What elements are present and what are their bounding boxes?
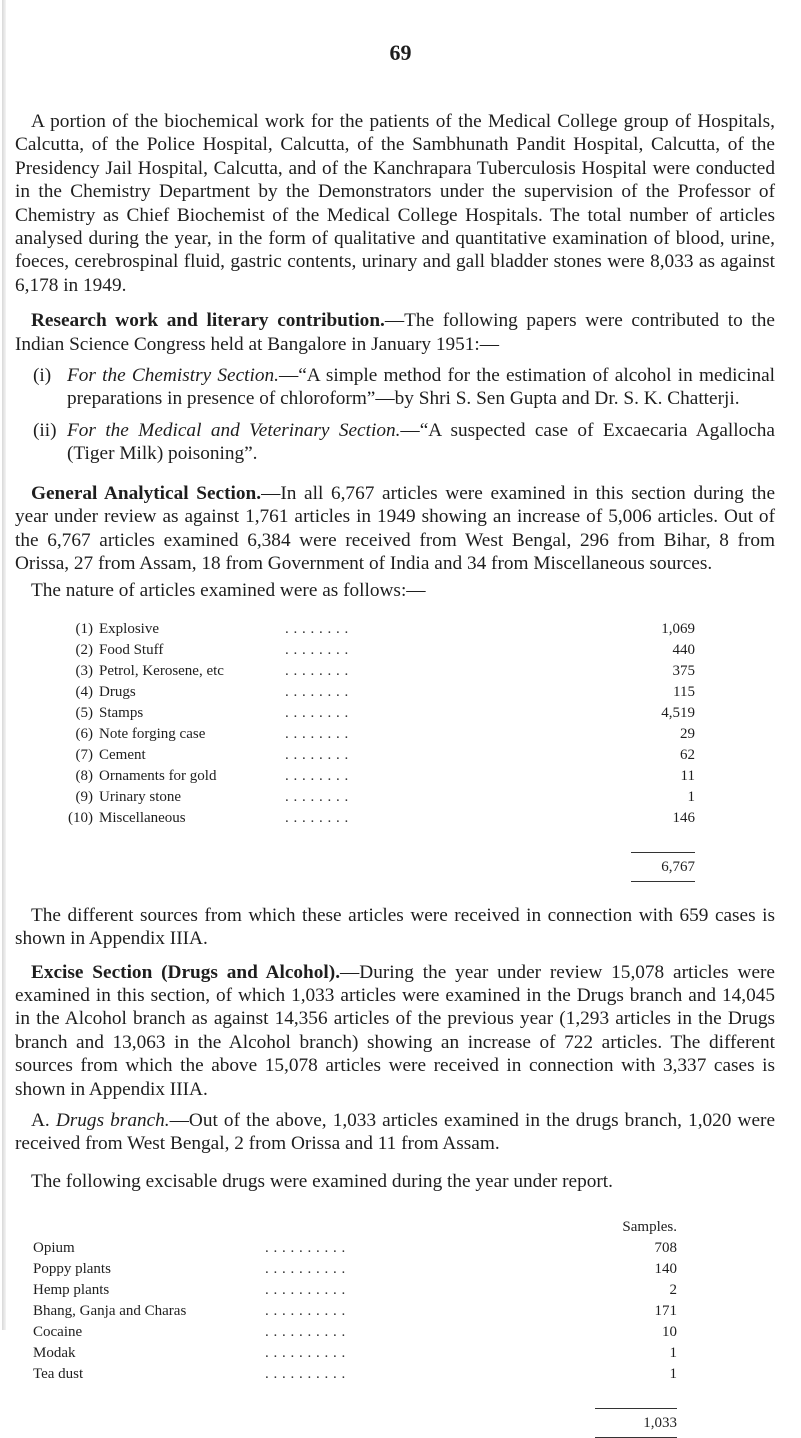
leader-dots: . . . . . . . . (285, 662, 349, 679)
row-value: 375 (672, 662, 695, 679)
spacer (265, 1387, 595, 1409)
leader-dots: . . . . . . . . (285, 683, 349, 700)
row-index: (4) (75, 683, 93, 700)
table-row (33, 1303, 677, 1324)
table-row (33, 1324, 677, 1345)
row-value: 1,069 (661, 620, 695, 637)
table-row (33, 1261, 677, 1282)
spacer (285, 831, 631, 853)
table-row (63, 642, 695, 663)
row-label: Tea dust (33, 1366, 84, 1383)
total-value: 1,033 (595, 1409, 677, 1438)
row-label: Opium (33, 1240, 75, 1257)
leader-dots: . . . . . . . . (285, 809, 349, 826)
row-label: Drugs (99, 683, 136, 700)
row-index: (2) (75, 641, 93, 658)
row-value: 1 (669, 1345, 677, 1362)
row-index: (9) (75, 788, 93, 805)
spacer (285, 852, 631, 881)
table-row (63, 768, 695, 789)
item-number: (i) (33, 365, 52, 387)
leader-dots: . . . . . . . . . . (265, 1303, 346, 1320)
row-value: 1 (687, 788, 695, 805)
row-value: 4,519 (661, 704, 695, 721)
row-label: Miscellaneous (99, 809, 186, 826)
row-value: 10 (662, 1324, 677, 1341)
general-paragraph (15, 482, 775, 576)
row-index: (6) (75, 725, 93, 742)
excise-paragraph (15, 961, 775, 1101)
row-label: Explosive (99, 620, 159, 637)
leader-dots: . . . . . . . . . . (265, 1261, 346, 1278)
page-number: 69 (389, 40, 412, 65)
drugs-prefix: A. (31, 1109, 50, 1131)
row-label: Modak (33, 1345, 76, 1362)
row-index: (3) (75, 662, 93, 679)
leader-dots: . . . . . . . . . . (265, 1324, 346, 1341)
research-item-1 (15, 364, 775, 411)
table-row (63, 663, 695, 684)
biochemical-paragraph: A portion of the biochemical work for the patients of the Medical College group of Hospitals, Calcutta, of the Police Hospital, Calcutta, of the Sambhunath Pandit Hospital, Calcutta, of the Presidency Jail Hospital, Calcutta, and of the Kanchrapara Tuberculosis Hospital were conducted in the Chemistry Department by the Demonstrators under the supervision of the Professor of Chemistry as Chief Biochemist of the Medical College Hospitals. The total number of articles analysed during the year, in the form of qualitative and quantitative examination of blood, urine, foeces, cerebrospinal fluid, gastric contents, urinary and gall bladder stones were 8,033 as against 6,178 in 1949. (15, 111, 775, 296)
row-label: Hemp plants (33, 1282, 110, 1299)
leader-dots: . . . . . . . . (285, 788, 349, 805)
research-text: —The following papers were contributed to the Indian Science Congress held at Bangalore in January 1951:— (15, 310, 775, 355)
spacer-row (63, 831, 695, 853)
row-index: (1) (75, 620, 93, 637)
spacer (265, 1219, 595, 1240)
table-row (33, 1240, 677, 1261)
table-row (33, 1345, 677, 1366)
leader-dots: . . . . . . . . . . (265, 1345, 346, 1362)
spacer (99, 852, 285, 881)
spacer (33, 1219, 265, 1240)
row-index: (10) (68, 809, 93, 826)
table-row (33, 1366, 677, 1387)
leader-dots: . . . . . . . . . . (265, 1282, 346, 1299)
drugs-heading: Drugs branch. (55, 1109, 170, 1131)
table-row (33, 1282, 677, 1303)
row-label: Stamps (99, 704, 144, 721)
row-value: 140 (654, 1261, 677, 1278)
table-row (63, 684, 695, 705)
leader-dots: . . . . . . . . . . (265, 1240, 346, 1257)
general-heading: General Analytical Section. (31, 482, 262, 504)
row-value: 29 (680, 725, 695, 742)
spacer (63, 831, 99, 853)
row-value: 146 (672, 809, 695, 826)
research-heading: Research work and literary contribution. (31, 310, 385, 332)
general-text: —In all 6,767 articles were examined in this section during the year under review as against 1,761 articles in 1949 showing an increase of 5,006 articles. Out of the 6,767 articles examined 6,384 were received from West Bengal, 296 from Bihar, 8 from Orissa, 27 from Assam, 18 from Government of India and 34 from Miscellaneous sources. (15, 482, 776, 574)
item-section: For the Chemistry Section. (67, 365, 279, 387)
spacer (631, 831, 695, 853)
total-row (63, 852, 695, 881)
research-item-2 (15, 419, 775, 466)
spacer (595, 1387, 677, 1409)
row-label: Food Stuff (99, 641, 164, 658)
binding-edge (2, 0, 6, 1330)
excisable-table (33, 1219, 677, 1438)
row-value: 2 (669, 1282, 677, 1299)
table-row (63, 726, 695, 747)
row-label: Ornaments for gold (99, 767, 217, 784)
table-row (63, 621, 695, 642)
row-index: (7) (75, 746, 93, 763)
excise-text: —During the year under review 15,078 articles were examined in this section, of which 1,033 articles were examined in the Drugs branch and 14,045 in the Alcohol branch as against 14,356 articles of the previous year (1,293 articles in the Drugs branch and 13,063 in the Alcohol branch) showing an increase of 722 articles. The different sources from which the above 15,078 articles were received in connection with 3,337 cases is shown in Appendix IIIA. (15, 961, 775, 1100)
samples-header: Samples. (622, 1219, 677, 1236)
row-label: Bhang, Ganja and Charas (33, 1303, 187, 1320)
row-value: 115 (673, 683, 695, 700)
excisable-intro: The following excisable drugs were examined during the year under report. (31, 1170, 613, 1192)
page-body (15, 110, 775, 1438)
articles-table (63, 621, 695, 882)
drugs-text: —Out of the above, 1,033 articles examined in the drugs branch, 1,020 were received from West Bengal, 2 from Orissa and 11 from Assam. (15, 1109, 776, 1155)
table-row (63, 705, 695, 726)
row-value: 708 (654, 1240, 677, 1257)
leader-dots: . . . . . . . . (285, 725, 349, 742)
leader-dots: . . . . . . . . (285, 767, 349, 784)
spacer (33, 1387, 265, 1409)
research-paragraph (15, 309, 775, 356)
table-row (63, 747, 695, 768)
leader-dots: . . . . . . . . . . (265, 1366, 346, 1383)
item-text: —“A simple method for the estimation of alcohol in medicinal preparations in presence of chloroform”—by Shri S. Sen Gupta and Dr. S. K. Chatterji. (67, 365, 775, 410)
row-value: 11 (680, 767, 695, 784)
row-label: Poppy plants (33, 1261, 111, 1278)
row-label: Petrol, Kerosene, etc (99, 662, 224, 679)
spacer (99, 831, 285, 853)
row-label: Urinary stone (99, 788, 182, 805)
row-value: 62 (680, 746, 695, 763)
row-value: 1 (669, 1366, 677, 1383)
item-number: (ii) (33, 419, 57, 441)
total-value: 6,767 (631, 852, 695, 881)
item-section: For the Medical and Veterinary Section. (67, 419, 401, 441)
leader-dots: . . . . . . . . (285, 704, 349, 721)
header-row (33, 1219, 677, 1240)
item-text: —“A suspected case of Excaecaria Agallocha (Tiger Milk) poisoning”. (67, 419, 775, 465)
row-label: Cement (99, 746, 146, 763)
table-row (63, 789, 695, 810)
nature-intro: The nature of articles examined were as follows:— (31, 580, 426, 602)
leader-dots: . . . . . . . . (285, 746, 349, 763)
total-row (33, 1409, 677, 1438)
spacer (265, 1409, 595, 1438)
spacer-row (33, 1387, 677, 1409)
spacer (33, 1409, 265, 1438)
row-value: 171 (654, 1303, 677, 1320)
spacer (63, 852, 99, 881)
leader-dots: . . . . . . . . (285, 620, 349, 637)
row-index: (5) (75, 704, 93, 721)
sources-paragraph: The different sources from which these articles were received in connection with 659 cases is shown in Appendix IIIA. (15, 904, 775, 950)
excise-heading: Excise Section (Drugs and Alcohol). (31, 961, 341, 983)
row-label: Note forging case (99, 725, 206, 742)
leader-dots: . . . . . . . . (285, 641, 349, 658)
row-value: 440 (672, 641, 695, 658)
row-index: (8) (75, 767, 93, 784)
row-label: Cocaine (33, 1324, 83, 1341)
table-row (63, 810, 695, 831)
drugs-branch-paragraph (15, 1109, 775, 1156)
